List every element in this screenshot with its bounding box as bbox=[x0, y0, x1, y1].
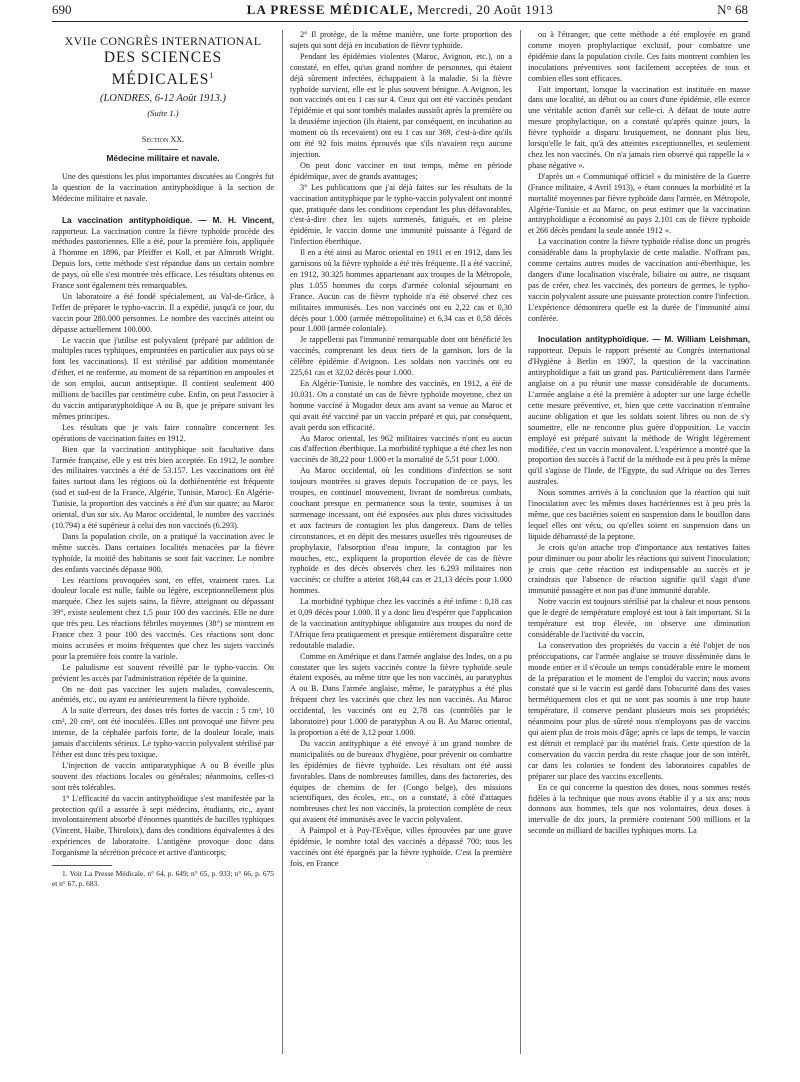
page-number: 690 bbox=[52, 2, 72, 17]
section-label: Section XX. bbox=[141, 135, 185, 145]
paragraph: La vaccination contre la fièvre typhoïde réalise donc un progrès considérable dans la prophylaxie de cette maladie. N'offrant pas, comme certains autres modes de vaccination anti-éberthique, les dangers d'une localisation viscérale, biliaire ou autre, ne risquant pas de créer, chez les vaccinés, des porteurs de germes, le typho-vaccin polyvalent assure une puissante protection contre l'infection. L'expérience démontrera quelle est la durée de l'immunité ainsi conférée. bbox=[528, 237, 750, 323]
paragraph: L'injection de vaccin antiparatyphique A ou B éveille plus souvent des réactions locales ou générales; néanmoins, celles-ci sont très tolérables. bbox=[52, 760, 274, 792]
paragraph: Bien que la vaccination antityphique soit facultative dans l'armée française, elle y est très bien acceptée. En 1912, le nombre des militaires vaccinés a été de 53.157. Les vaccinations ont été faites surtout dans les régions où la dothiénentérie est fréquente (sud et sud-est de la France, Algérie, Tunisie, Maroc). En Algérie-Tunisie, la proportion des vaccinés a été d'un sur quatre; au Maroc oriental, d'un sur six. Au Maroc occidental, le nombre des vaccinés (10.794) a été supérieur à celui des non vaccinés (6.293). bbox=[52, 444, 274, 530]
column-1 bbox=[52, 30, 274, 888]
paragraph: En Algérie-Tunisie, le nombre des vaccinés, en 1912, a été de 10.031. On a constaté un cas de fièvre typhoïde moyenne, chez un homme vacciné à Mogador deux ans avant sa venue au Maroc et qui avait été vacciné par un vaccin préparé et qui, par conséquent, avait perdu son efficacité. bbox=[290, 379, 512, 432]
paragraph: On ne doit pas vacciner les sujets malades, convalescents, anémiés, etc., ou ayant eu antérieurement la fièvre typhoïde. bbox=[52, 684, 274, 705]
paragraph: Notre vaccin est toujours stérilisé par la chaleur et nous pensons que le degré de température employé est tout à fait important. Si la température est trop élevée, on observe une diminution considérable de l'activité du vaccin. bbox=[528, 597, 750, 639]
column-2 bbox=[290, 30, 512, 870]
paragraph: Une des questions les plus importantes discutées au Congrès fut la question de la vaccination antityphoïdique à la section de Médecine militaire et navale. bbox=[52, 171, 274, 203]
paragraph: 3° Les publications que j'ai déjà faites sur les résultats de la vaccination antityphique par le typho-vaccin polyvalent ont montré que, pratiquée dans les conditions cependant les plus défavorables, c'est-à-dire chez les sujets surmenés, fatigués, et en pleine épidémie, le vaccin donne une immunité puissante à l'égard de l'infection éberthique. bbox=[290, 182, 512, 247]
column-divider bbox=[520, 30, 521, 1054]
paragraph-text: rapporteur. La vaccination contre la fièvre typhoïde procède des méthodes pastoriennes. Elle a été, pour la première fois, appliquée à l'homme en 1896, par Pfeiffer et Koll, et par Almroth Wright. Depuis lors, cette méthode s'est répandue dans un certain nombre de pays, où elle s'est montrée très efficace. Les résultats obtenus en France sont également très remarquables. bbox=[52, 226, 274, 291]
paragraph: Je rappellerai pas l'immunité remarquable dont ont bénéficié les vaccinés, comprenant les deux tiers de la garnison, lors de la célèbre épidémie d'Avignon. Les soldats non vaccinés ont eu 225,61 cas et 32,02 décès pour 1.000. bbox=[290, 335, 512, 378]
article-heading: Inoculation antityphoïdique. — M. William Leishman, bbox=[538, 335, 750, 345]
congress-title bbox=[52, 49, 274, 89]
paragraph: Un laboratoire a été fondé spécialement, au Val-de-Grâce, à l'effet de préparer le typho-vaccin. Il a expédié, jusqu'à ce jour, du vaccin pour 280.000 personnes. Le nombre des vaccinés atteint ou dépasse actuellement 100.000. bbox=[52, 291, 274, 334]
column-divider bbox=[282, 30, 283, 1054]
header-rule bbox=[52, 21, 748, 22]
paragraph bbox=[52, 216, 274, 292]
footnote: 1. Voir La Presse Médicale, n° 64, p. 649; n° 65, p. 933; n° 66, p. 675 et n° 67, p. 683. bbox=[52, 869, 274, 888]
congress-title-text: DES SCIENCES MÉDICALES bbox=[103, 49, 223, 89]
paragraph: A Paimpol et à Puy-l'Evêque, villes éprouvées par une grave épidémie, le nombre total des vaccinés a dépassé 700; tous les vaccinés ont été épargnés par la fièvre typhoïde. C'est la première fois, en France bbox=[290, 826, 512, 868]
paragraph: Comme en Amérique et dans l'armée anglaise des Indes, on a pu constater que les sujets vaccinés contre la fièvre typhoïde seule étaient exposés, au même titre que les non vaccinés, au paratyphus A ou B. Dans l'armée anglaise, même, le paratyphus a été plus fréquent chez les vaccinés que chez les non vaccinés. Au Maroc occidental, les vaccinés ont eu 2,78 cas (contrôlés par le laboratoire) pour 1.000 de paratyphus A ou B. Au Maroc oriental, la proportion a été de 3,12 pour 1.000. bbox=[290, 651, 512, 737]
paragraph: Au Maroc occidental, où les conditions d'infection se sont toujours montrées si graves depuis l'occupation de ce pays, les troupes, en continuel mouvement, livrant de nombreux combats, couchant presque en permanence sous la tente, soumises à un surmenage incessant, ont été exposées aux plus dures vicissitudes et aux facteurs de contagion les plus dangereux. Dans de telles circonstances, et en dépit des mesures usuelles très rigoureuses de prophylaxie, l'absorption d'eau impure, la contagion par les mouches, etc., expliquent la proportion élevée de cas de fièvre typhoïde et des décès observés chez les 6.293 militaires non vaccinés; ce chiffre a atteint 168,44 cas et 21,13 décès pour 1.000 hommes. bbox=[290, 466, 512, 596]
paragraph: Le vaccin que j'utilise est polyvalent (préparé par addition de multiples races typhiques, empruntées en particulier aux pays où se font les vaccinations). Il est stérilisé par addition momentanée d'éther, et ne renferme, au moment de sa répartition en ampoules et de son emploi, aucun antiseptique. Il contient seulement 400 millions de bacilles par centimètre cube. Enfin, on peut l'associer à du vaccin antiparatyphoïdique A ou B, que je prépare suivant les mêmes principes. bbox=[52, 335, 274, 421]
paragraph: La conservation des propriétés du vaccin a été l'objet de nos préoccupations, car l'armée anglaise se trouve disséminée dans le monde entier et il s'écoule un temps considérable entre le moment de la préparation et le moment de l'emploi du vaccin; nous avons constaté que si le vaccin est gardé dans l'obscurité dans des vases hermétiquement clos et qui ne sont pas soumis à une trop haute température, il conserve pendant plusieurs mois ses propriétés; néanmoins pour plus de sûreté nous n'employons pas de vaccins qui aient plus de trois mois d'âge; après ce laps de temps, le vaccin est détruit et remplacé par du matériel frais. Cette question de la conservation du vaccin perdra du reste chaque jour de son intérêt, car dans les colonies se fondent des laboratoires capables de préparer sur place des vaccins excellents. bbox=[528, 640, 750, 781]
paragraph-text: rapporteur. Depuis le rapport présenté au Congrès international d'Hygiène à Berlin en 1907, la question de la vaccination antityphoïdique a fait un grand pas. Particulièrement dans l'armée anglaise on a pu réunir une masse considérable de documents. L'armée anglaise a été la première à adopter sur une large échelle cette mesure préventive, et, bien que cette vaccination n'entraîne aucune obligation et que les soldats soient libres ou non de s'y soumettre, elle ne rencontre plus guère d'opposition. Le vaccin employé est préparé suivant la méthode de Wright légèrement modifiée, c'est un vaccin monovalent. L'expérience a montré que la proportion des succès à l'actif de la méthode est à peu près la même qu'il s'agisse de l'Inde, de l'Egypte, du sud Afrique ou des Terres australes. bbox=[528, 346, 750, 487]
continued-line: (Suite 1.) bbox=[147, 108, 179, 119]
paragraph: La morbidité typhique chez les vaccinés a été infime : 0,18 cas et 0,09 décès pour 1.000. Il y a donc lieu d'espérer que l'application de la vaccination antityphique obligatoire aux troupes du nord de l'Afrique fera pratiquement et presque entièrement disparaître cette redoutable maladie. bbox=[290, 597, 512, 650]
paragraph: Dans la population civile, on a pratiqué la vaccination avec le même succès. Dans certaines localités menacées par la fièvre typhoïde, la moitié des habitants se sont fait vacciner. Le nombre des enfants vaccinés dépasse 900. bbox=[52, 531, 274, 574]
paragraph: Je crois qu'on attache trop d'importance aux tentatives faites pour diminuer ou pour abolir les réactions qui suivent l'inoculation; je crois que cette réaction est indispensable au succès et je craindrais que l'absence de réaction signifie qu'il s'agit d'une immunité passagère et non pas d'une immunité durable. bbox=[528, 542, 750, 596]
article-heading: La vaccination antityphoïdique. — M. H. Vincent, bbox=[62, 215, 274, 225]
section-rule bbox=[148, 149, 178, 150]
masthead-date: Mercredi, 20 Août 1913 bbox=[417, 2, 554, 17]
paragraph: On peut donc vacciner en tout temps, même en période épidémique, avec de grands avantages; bbox=[290, 160, 512, 181]
paragraph: 1° L'efficacité du vaccin antityphoïdique s'est manifestée par la protection qu'il a assurée à sept médecins, étudiants, etc., ayant involontairement absorbé d'énormes quantités de bacilles typhiques (Vincent, Haibe, Thiroloix), dans des conditions équivalentes à des expériences de laboratoire. L'antigène provoque donc dans l'organisme la sécrétion précoce et active d'anticorps; bbox=[52, 793, 274, 858]
paragraph: Les réactions provoquées sont, en effet, vraiment rares. La douleur locale est nulle, faible ou légère, exceptionnellement plus marquée. Chez les sujets sains, la fièvre, atteignant ou dépassant 39°, existe seulement chez 1,5 pour 100 des vaccinés. Elle ne dure que très peu. Les réactions fébriles moyennes (38°) se montrent en France chez 3 pour 100 des vaccinés. Ces réactions sont donc moins accusées et moins fréquentes que chez les sujets vaccinés pour la première fois contre la variole. bbox=[52, 575, 274, 661]
paragraph: 2° Il protège, de la même manière, une forte proportion des sujets qui sont déjà en incubation de fièvre typhoïde. bbox=[290, 30, 512, 50]
paragraph: D'après un « Communiqué officiel » du ministère de la Guerre (France militaire, 4 Avril 1913), « étant connues la morbidité et la mortalité moyennes par fièvre typhoïde dans l'armée, en Métropole, Algérie-Tunisie et au Maroc, on peut estimer que la vaccination antityphoïdique a économisé au pays 2.101 cas de fièvre typhoïde et 266 décès pendant la seule année 1912 ». bbox=[528, 171, 751, 236]
footnote-mark: 1 bbox=[209, 71, 215, 80]
paragraph bbox=[528, 335, 750, 488]
column-3 bbox=[528, 30, 750, 837]
paragraph: En ce qui concerne la question des doses, nous sommes restés fidèles à la technique que nous avons établie il y a six ans; nous donnons aux hommes, tels que nos volontaires, deux doses à intervalle de dix jours, la première contenant 500 millions et la seconde un milliard de bacilles typhiques morts. La bbox=[528, 782, 750, 836]
paragraph: Les résultats que je vais faire connaître concernent les opérations de vaccination faites en 1912. bbox=[52, 422, 274, 443]
paragraph: Nous sommes arrivés à la conclusion que la réaction qui suit l'inoculation avec les mêmes doses bactériennes est à peu près la même, que ces bactéries soient en suspension dans le bouillon dans lequel elles ont vécu, ou qu'elles soient en suspension dans un liquide débarrassé de la peptone. bbox=[528, 488, 750, 541]
section-title: Médecine militaire et navale. bbox=[106, 152, 220, 163]
masthead bbox=[52, 2, 748, 18]
page-header bbox=[52, 2, 748, 18]
paragraph: Il en a été ainsi au Maroc oriental en 1911 et en 1912, dans les garnisons où la fièvre typhoïde a été très fréquente. Il a été vacciné, en 1912, 30.325 hommes appartenant aux troupes de la Métropole, plus 1.055 hommes du corps d'armée colonial séjournant en France. Aucun cas de fièvre typhoïde n'a été observé chez ces militaires immunisés. Les non vaccinés ont eu 2,22 cas et 0,30 décès pour 1.000 (armée métropolitaine) et 6,34 cas et 0,58 décès pour 1.000 (armée coloniale). bbox=[290, 248, 512, 334]
location-line: (LONDRES, 6-12 Août 1913.) bbox=[99, 93, 227, 105]
paragraph: Au Maroc oriental, les 962 militaires vaccinés n'ont eu aucun cas d'affection éberthique. La morbidité typhique a été chez les non vaccinés de 38,22 pour 1.000 et la mortalité de 5,51 pour 1.000. bbox=[290, 433, 512, 465]
paragraph: Le paludisme est souvent réveillé par le typho-vaccin. On prévient les accès par l'administration répétée de la quinine. bbox=[52, 662, 274, 683]
masthead-title: LA PRESSE MÉDICALE, bbox=[246, 2, 414, 17]
paragraph: A la suite d'erreurs, des doses très fortes de vaccin : 5 cm³, 10 cm³, 20 cm³, ont été inoculées. Elles ont provoqué une fièvre peu intense, de la céphalée parfois forte, de la douleur locale, mais jamais d'accidents sérieux. Le typho-vaccin polyvalent stérilisé par l'éther est donc très peu toxique. bbox=[52, 706, 274, 759]
paragraph: ou à l'étranger, que cette méthode a été employée en grand comme moyen prophylactique exclusif, pour combattre une épidémie dans la population civile. Ces faits montrent combien les inoculations préventives sont facilement acceptées de tous et combien elles sont efficaces. bbox=[528, 30, 750, 83]
footnote-rule bbox=[52, 865, 112, 866]
paragraph: Pendant les épidémies violentes (Maroc, Avignon, etc.), on a constaté, en effet, qu'un grand nombre de personnes, qui étaient déjà sûrement infectées, échappaient à la maladie. Si la fièvre typhoïde survient, elle est le plus souvent bénigne. A Avignon, les non vaccinés ont eu 1 cas sur 4. Ceux qui ont été vaccinés pendant l'épidémie et qui sont tombés malades aussitôt après la première ou la deuxième injection (ils étaient, par conséquent, en incubation au moment où ils recevaient) ont eu 1 cas sur 369, c'est-à-dire qu'ils ont été 92 fois moins éprouvés que s'ils n'avaient reçu aucune injection. bbox=[290, 51, 512, 159]
paragraph: Du vaccin antityphique a été envoyé à un grand nombre de municipalités ou de bureaux d'hygiène, pour prévenir ou combattre les épidémies de fièvre typhoïde. Les résultats ont été aussi favorables. Dans de nombreuses familles, dans des factoreries, des équipes de chemins de fer (Congo belge), des missions scientifiques, des écoles, etc., on a constaté, à côté d'attaques nombreuses chez les non vaccinés, la protection complète de ceux qui avaient été immunisés avec le vaccin polyvalent. bbox=[290, 738, 512, 825]
issue-number: N° 68 bbox=[717, 2, 748, 17]
congress-line: XVIIe CONGRÈS INTERNATIONAL bbox=[64, 34, 262, 48]
paragraph: Fait important, lorsque la vaccination est instituée en masse dans une localité, au début ou au cours d'une épidémie, elle exerce une véritable action d'arrêt sur celle-ci. A défaut de toute autre mesure prophylactique, on a constaté qu'après quinze jours, la fièvre typhoïde a disparu brusquement, ne donnant plus lieu, lorsqu'elle le fait, qu'à des atteintes exceptionnelles, et seulement chez les non vaccinés. On n'a jamais rien observé qui rappelle la « phase négative ». bbox=[528, 84, 750, 170]
